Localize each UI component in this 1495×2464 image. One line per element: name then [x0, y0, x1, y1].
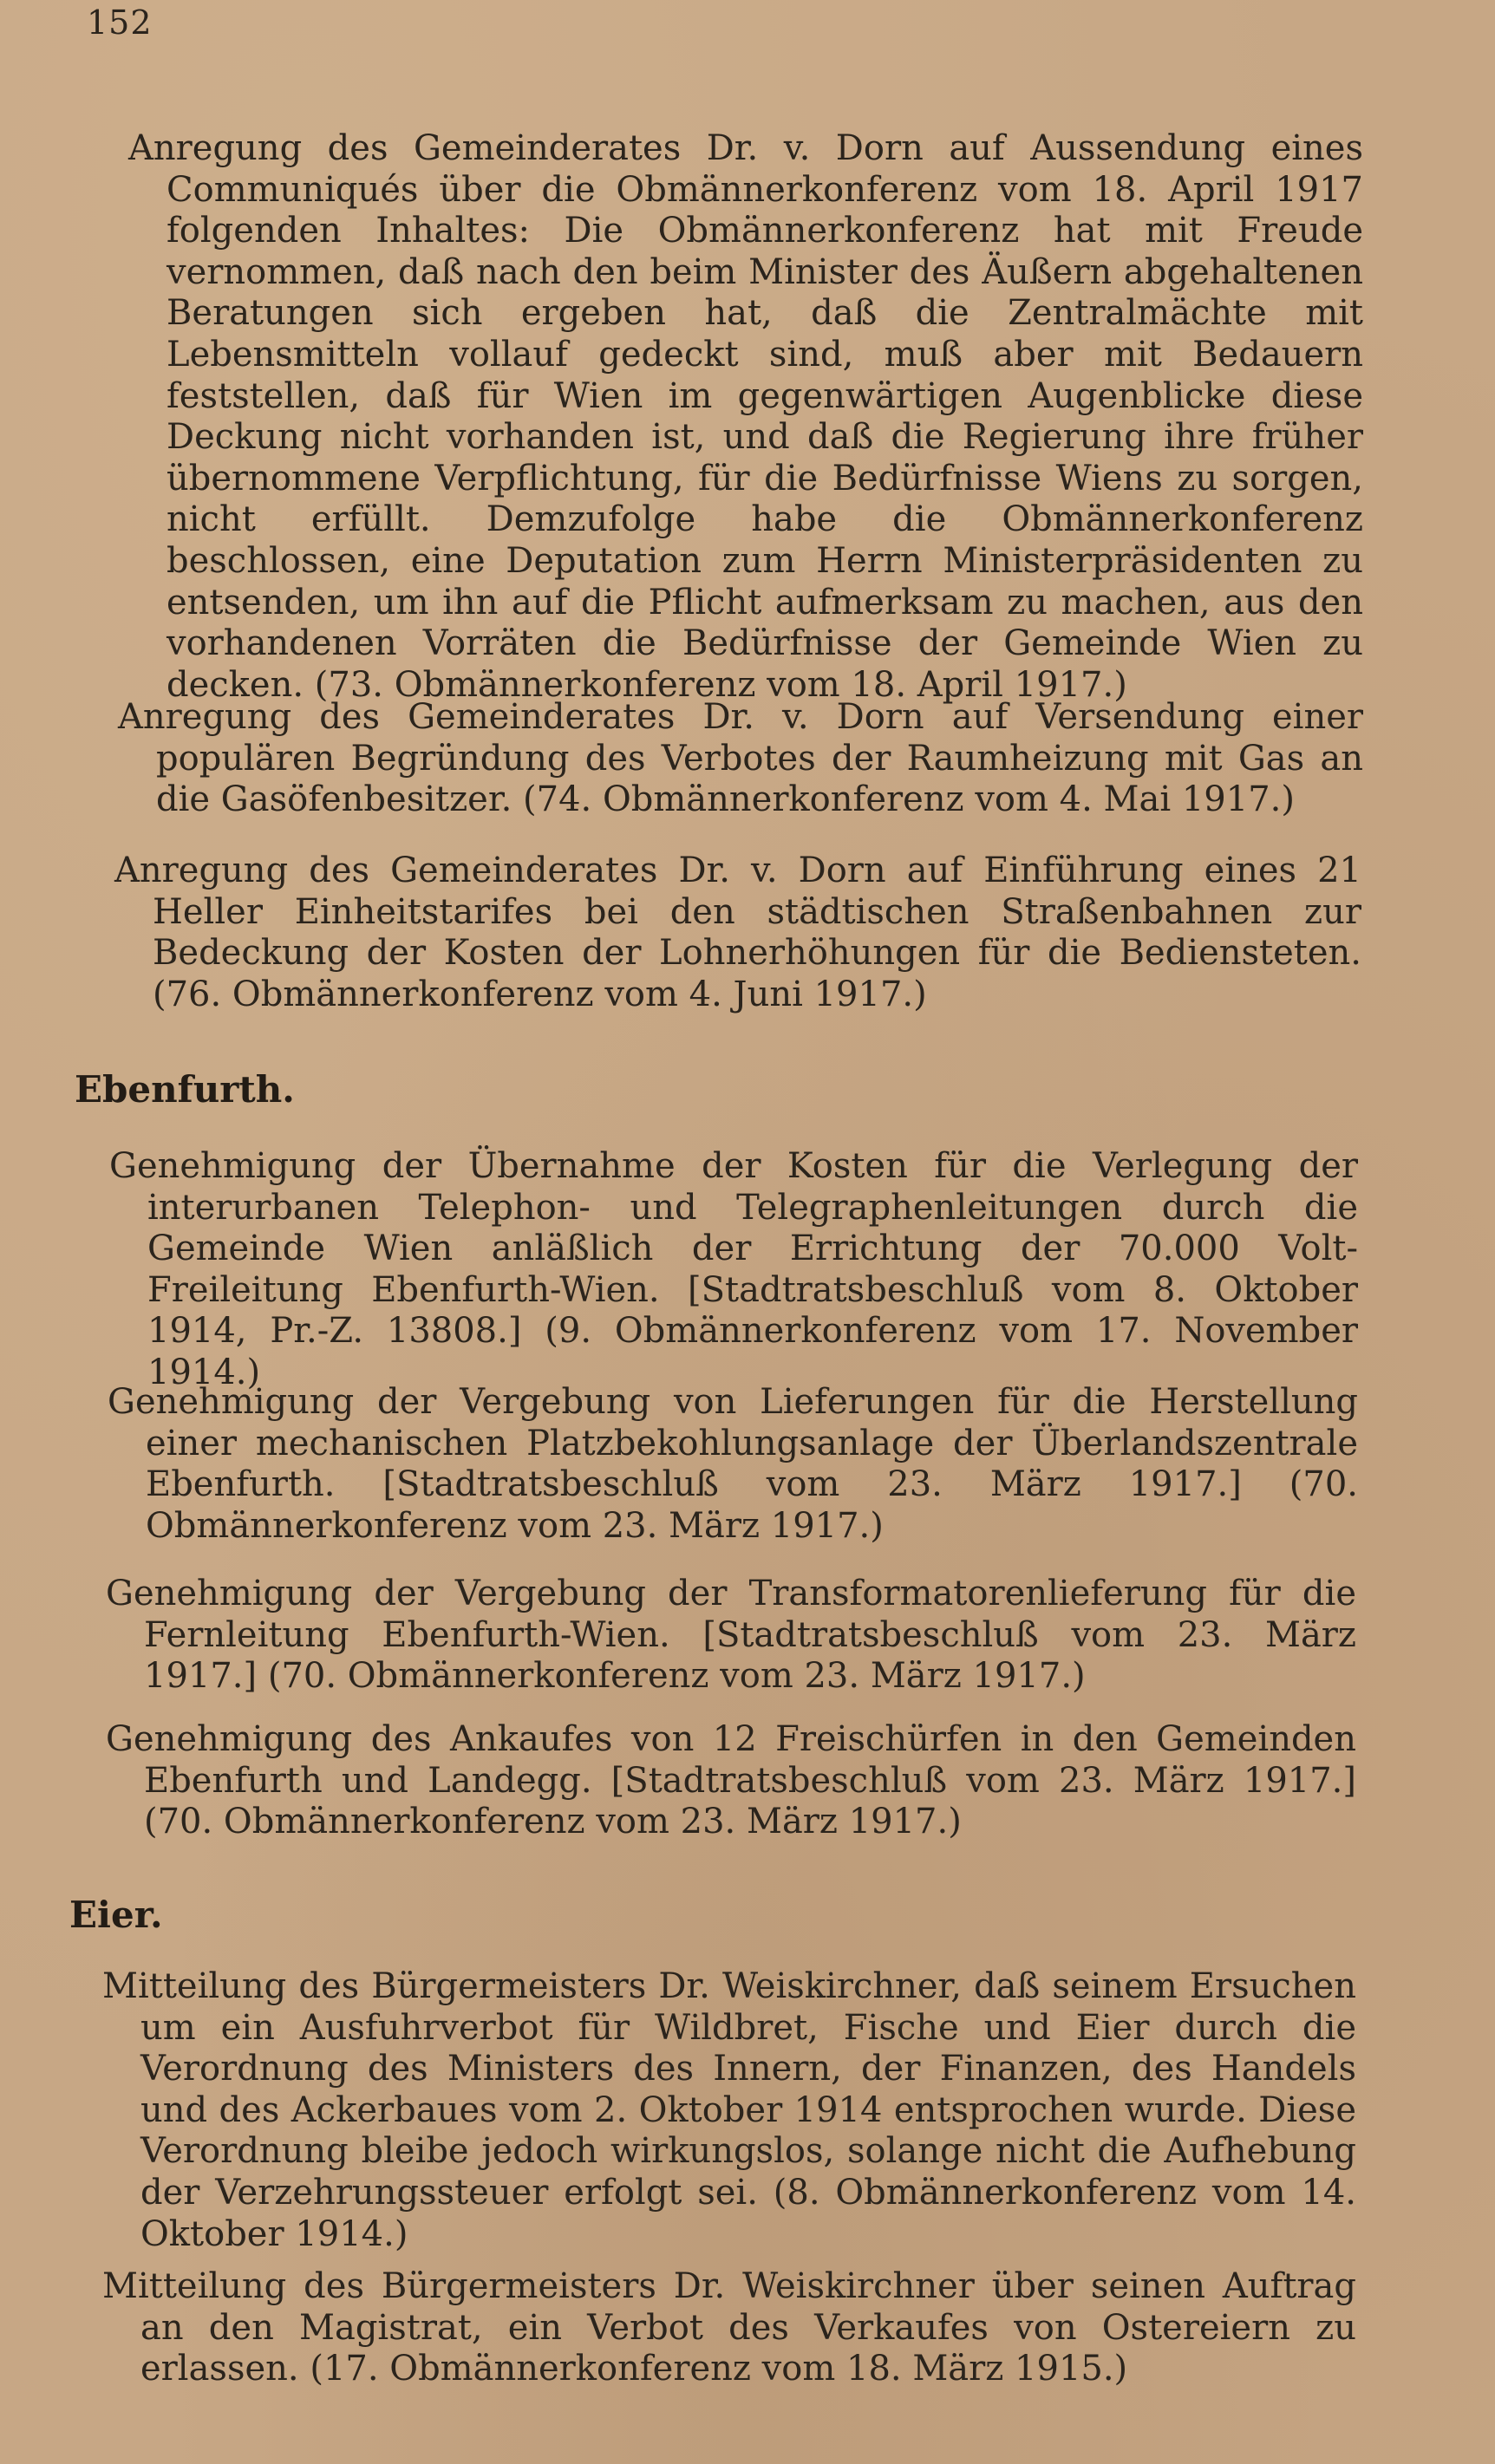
entry-eier-ostereier: Mitteilung des Bürgermeisters Dr. Weiskirchner über seinen Auftrag an den Magistrat, ein Verbot des Verkaufes von Ostereiern zu erlassen. (17. Obmännerkonferenz vom 18. März 1915.) [102, 2266, 1356, 2389]
entry-eier-ausfuhrverbot: Mitteilung des Bürgermeisters Dr. Weiskirchner, daß seinem Ersuchen um ein Ausfuhrverbot für Wildbret, Fische und Eier durch die Verordnung des Ministers des Innern, der Finanzen, des Handels und des Ackerbaues vom 2. Oktober 1914 entsprochen wurde. Diese Verordnung bleibe jedoch wirkungslos, solange nicht die Aufhebung der Verzehrungssteuer erfolgt sei. (8. Obmännerkonferenz vom 14. Oktober 1914.) [102, 1966, 1356, 2254]
entry-dorn-communique: Anregung des Gemeinderates Dr. v. Dorn auf Aussendung eines Communiqués über die Obmännerkonferenz vom 18. April 1917 folgenden Inhaltes: Die Obmännerkonferenz hat mit Freude vernommen, daß nach den beim Minister des Äußern abgehaltenen Beratungen sich ergeben hat, daß die Zentralmächte mit Lebensmitteln vollauf gedeckt sind, muß aber mit Bedauern feststellen, daß für Wien im gegenwärtigen Augenblicke diese Deckung nicht vorhanden ist, und daß die Regierung ihre früher übernommene Verpflichtung, für die Bedürfnisse Wiens zu sorgen, nicht erfüllt. Demzufolge habe die Obmännerkonferenz beschlossen, eine Deputation zum Herrn Ministerpräsidenten zu entsenden, um ihn auf die Pflicht aufmerksam zu machen, aus den vorhandenen Vorräten die Bedürfnisse der Gemeinde Wien zu decken. (73. Obmännerkonferenz vom 18. April 1917.) [128, 128, 1363, 705]
section-heading-eier: Eier. [69, 1894, 163, 1936]
page-number: 152 [87, 3, 153, 42]
entry-ebenfurth-platzbekohlung: Genehmigung der Vergebung von Lieferungen für die Herstellung einer mechanischen Platzbekohlungsanlage der Überlandszentrale Ebenfurth. [Stadtratsbeschluß vom 23. März 1917.] (70. Obmännerkonferenz vom 23. März 1917.) [108, 1382, 1358, 1546]
entry-ebenfurth-telephon: Genehmigung der Übernahme der Kosten für die Verlegung der interurbanen Telephon- und Telegraphenleitungen durch die Gemeinde Wien anläßlich der Errichtung der 70.000 Volt-Freileitung Ebenfurth-Wien. [Stadtratsbeschluß vom 8. Oktober 1914, Pr.-Z. 13808.] (9. Obmännerkonferenz vom 17. November 1914.) [109, 1146, 1358, 1392]
entry-dorn-einheitstarif: Anregung des Gemeinderates Dr. v. Dorn auf Einführung eines 21 Heller Einheitstarifes bei den städtischen Straßenbahnen zur Bedeckung der Kosten der Lohnerhöhungen für die Bediensteten. (76. Obmännerkonferenz vom 4. Juni 1917.) [114, 851, 1361, 1014]
entry-dorn-raumheizung: Anregung des Gemeinderates Dr. v. Dorn auf Versendung einer populären Begründung des Verbotes der Raumheizung mit Gas an die Gasöfenbesitzer. (74. Obmännerkonferenz vom 4. Mai 1917.) [118, 697, 1363, 820]
entry-ebenfurth-transformatoren: Genehmigung der Vergebung der Transformatorenlieferung für die Fernleitung Ebenfurth-Wien. [Stadtratsbeschluß vom 23. März 1917.] (70. Obmännerkonferenz vom 23. März 1917.) [106, 1574, 1356, 1697]
entry-ebenfurth-freischuerfe: Genehmigung des Ankaufes von 12 Freischürfen in den Gemeinden Ebenfurth und Landegg. [Stadtratsbeschluß vom 23. März 1917.] (70. Obmännerkonferenz vom 23. März 1917.) [106, 1719, 1356, 1842]
section-heading-ebenfurth: Ebenfurth. [75, 1068, 295, 1111]
